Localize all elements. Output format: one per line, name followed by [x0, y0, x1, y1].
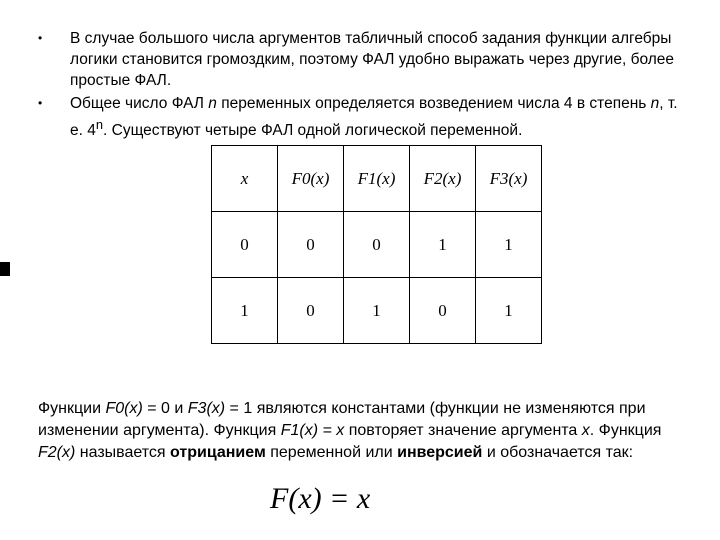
- header-cell: x: [212, 146, 278, 212]
- function-f2: F2(x): [38, 444, 76, 461]
- var-x: x: [581, 422, 590, 439]
- function-f1: F1(x) = x: [280, 422, 345, 439]
- table-cell: 1: [476, 278, 542, 344]
- bullet-dot: •: [38, 96, 43, 110]
- slide-marker: [0, 262, 10, 276]
- table-cell: 0: [212, 212, 278, 278]
- para-text: . Функция: [589, 422, 662, 439]
- bullet-dot: •: [38, 31, 43, 45]
- bullet-text: . Существуют четыре ФАЛ одной логической переменной.: [103, 122, 523, 140]
- var-n: n: [208, 95, 217, 112]
- function-f0: F0(x): [105, 400, 143, 417]
- header-cell: F0(x): [278, 146, 344, 212]
- term-inversion: инверсией: [397, 444, 483, 461]
- table-cell: 1: [476, 212, 542, 278]
- bullet-item: [38, 28, 678, 91]
- header-cell: F1(x): [344, 146, 410, 212]
- var-n: n: [650, 95, 660, 112]
- table-cell: 1: [344, 278, 410, 344]
- para-text: называется: [75, 444, 171, 461]
- bullet-text: , т. е. 4: [70, 95, 678, 140]
- bullet-text: В случае большого числа аргументов табличный способ задания функции алгебры логики становится громоздким, поэтому ФАЛ удобно выражать через другие, более простые ФАЛ.: [70, 30, 675, 89]
- para-text: = 0 и: [142, 400, 188, 417]
- table-cell: 0: [278, 212, 344, 278]
- bullet-text: переменных определяется возведением числа 4 в степень: [216, 95, 651, 112]
- header-cell: F3(x): [476, 146, 542, 212]
- bullet-text: Общее число ФАЛ: [70, 95, 209, 112]
- para-text: повторяет значение аргумента: [344, 422, 582, 439]
- bullet-item: [38, 93, 678, 141]
- para-text: переменной или: [265, 444, 398, 461]
- truth-table: [211, 145, 542, 344]
- function-f3: F3(x): [187, 400, 226, 417]
- explanation-paragraph: [38, 398, 688, 464]
- term-negation: отрицанием: [170, 444, 266, 461]
- para-text: Функции: [38, 400, 106, 417]
- table-header-row: [212, 146, 542, 212]
- table-cell: 1: [212, 278, 278, 344]
- table-cell: 1: [410, 212, 476, 278]
- exponent: n: [95, 117, 104, 132]
- bullet-list: [38, 28, 678, 143]
- para-text: = 1 являются константами (функции не изменяются при изменении аргумента). Функция: [38, 400, 646, 439]
- header-cell: F2(x): [410, 146, 476, 212]
- para-text: и обозначается так:: [482, 444, 634, 461]
- table-cell: 0: [278, 278, 344, 344]
- negation-formula: F(x) = x: [270, 482, 371, 515]
- table-cell: 0: [410, 278, 476, 344]
- table-row: [212, 212, 542, 278]
- table-cell: 0: [344, 212, 410, 278]
- table-row: [212, 278, 542, 344]
